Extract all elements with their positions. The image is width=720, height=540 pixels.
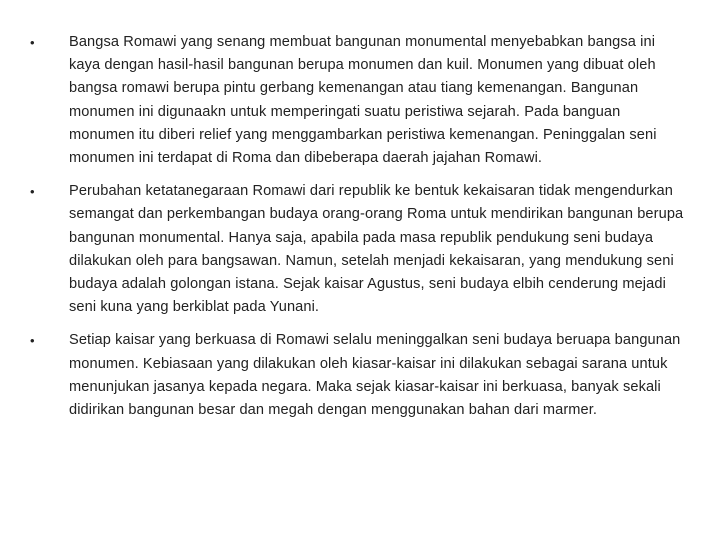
bullet-text-2: Perubahan ketatanegaraan Romawi dari republik ke bentuk kekaisaran tidak mengendurkan semangat dan perkembangan budaya orang-orang Roma untuk mendirikan bangunan berupa bangunan monumental. Hanya saja, apabila pada masa republik pendukung seni budaya dilakukan oleh para bangsawan. Namun, setelah menjadi kekaisaran, yang mendukung seni budaya adalah golongan istana. Sejak kaisar Agustus, seni budaya elbih cenderung mejadi seni kuna yang berkiblat pada Yunani. bbox=[69, 183, 684, 316]
bullet-marker: • bbox=[30, 184, 35, 200]
bullet-text-1: Bangsa Romawi yang senang membuat bangunan monumental menyebabkan bangsa ini kaya dengan hasil-hasil bangunan berupa monumen dan kuil. Monumen yang dibuat oleh bangsa romawi berupa pintu gerbang kemenangan atau tiang kemenangan. Bangunan monumen ini digunaakn untuk memperingati suatu peristiwa sejarah. Pada banguan monumen itu diberi relief yang menggambarkan peristiwa kemenangan. Peninggalan seni monumen ini terdapat di Roma dan dibeberapa daerah jajahan Romawi. bbox=[69, 34, 657, 167]
bullet-item-3 bbox=[30, 329, 690, 422]
bullet-item-2 bbox=[30, 180, 690, 319]
bullet-item-1 bbox=[30, 31, 690, 170]
bullet-marker: • bbox=[30, 333, 35, 349]
bullet-list bbox=[30, 31, 690, 432]
bullet-text-3: Setiap kaisar yang berkuasa di Romawi selalu meninggalkan seni budaya beruapa bangunan monumen. Kebiasaan yang dilakukan oleh kiasar-kaisar ini dilakukan sebagai sarana untuk menunjukan jasanya kepada negara. Maka sejak kiasar-kaisar ini berkuasa, banyak sekali didirikan bangunan besar dan megah dengan menggunakan bahan dari marmer. bbox=[69, 332, 681, 419]
bullet-marker: • bbox=[30, 35, 35, 50]
